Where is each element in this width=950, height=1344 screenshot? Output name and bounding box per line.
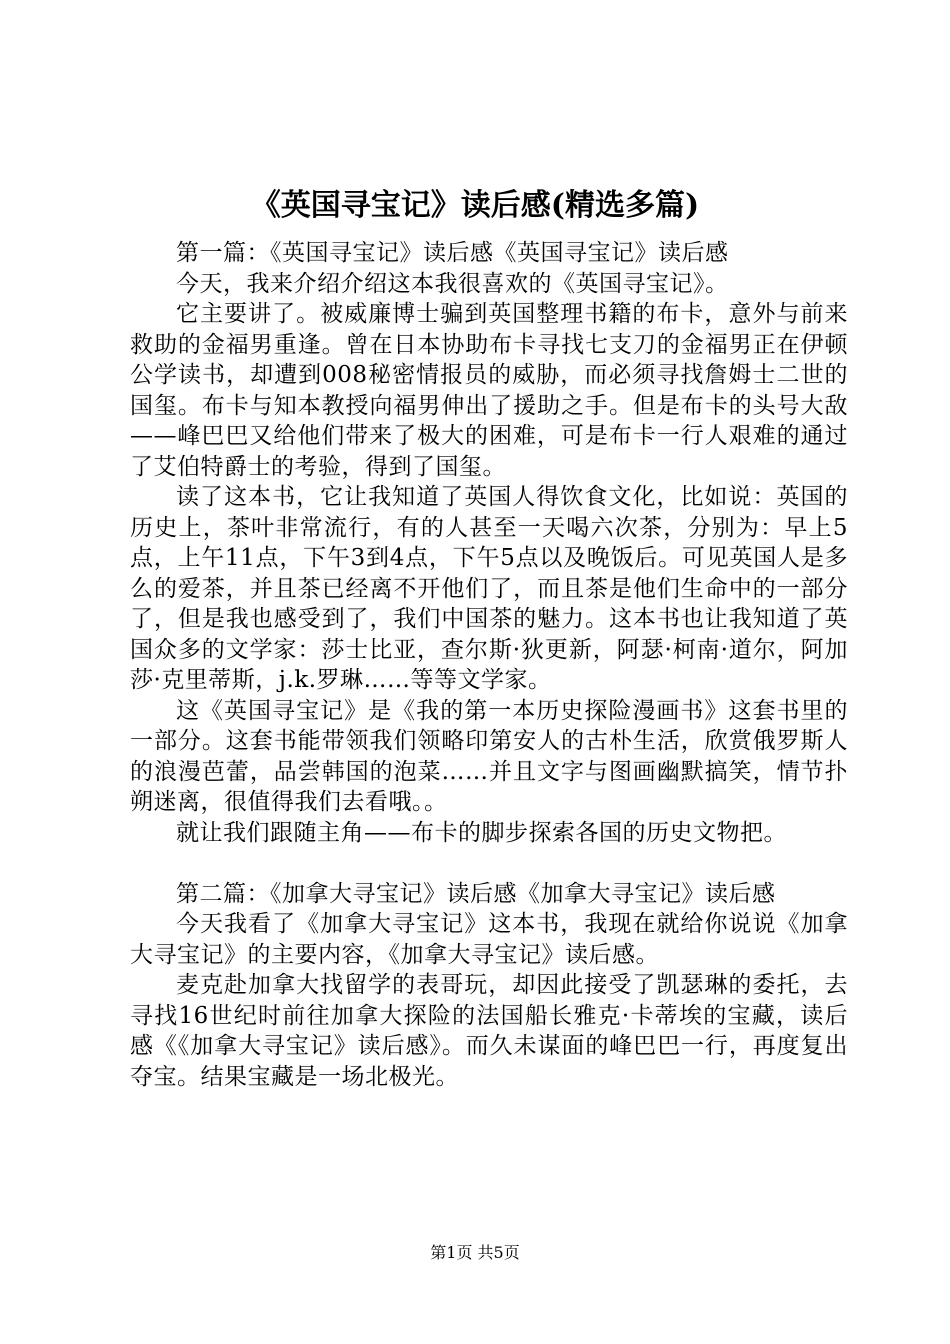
document-body: [130, 238, 848, 1092]
paragraph-section-two-intro: 今天我看了《加拿大寻宝记》这本书，我现在就给你说说《加拿大寻宝记》的主要内容，《加拿大寻宝记》读后感。: [130, 911, 848, 968]
paragraph-intro: 今天，我来介绍介绍这本我很喜欢的《英国寻宝记》。: [176, 270, 729, 297]
page-number-footer: 第1页 共5页: [430, 1243, 520, 1262]
paragraph-plot-summary: 它主要讲了。被威廉博士骗到英国整理书籍的布卡，意外与前来救助的金福男重逢。曾在日本协助布卡寻找七支刀的金福男正在伊顿公学读书，却遭到008秘密情报员的威胁，而必须寻找詹姆士二世的国玺。布卡与知本教授向福男伸出了援助之手。但是布卡的头号大敌——峰巴巴又给他们带来了极大的困难，可是布卡一行人艰难的通过了艾伯特爵士的考验，得到了国玺。: [130, 301, 848, 480]
section-spacer: [130, 848, 848, 879]
paragraph-culture: 读了这本书，它让我知道了英国人得饮食文化，比如说：英国的历史上，茶叶非常流行，有的人甚至一天喝六次茶，分别为：早上5点，上午11点，下午3到4点，下午5点以及晚饭后。可见英国人是多么的爱茶，并且茶已经离不开他们了，而且茶是他们生命中的一部分了，但是我也感受到了，我们中国茶的魅力。这本书也让我知道了英国众多的文学家：莎士比亚，查尔斯·狄更新，阿瑟·柯南·道尔，阿加莎·克里蒂斯，j.k.罗琳……等等文学家。: [130, 484, 848, 693]
paragraph-closing: 就让我们跟随主角——布卡的脚步探索各国的历史文物把。: [176, 819, 787, 846]
paragraph-section-one-heading: 第一篇：《英国寻宝记》读后感《英国寻宝记》读后感: [176, 240, 729, 266]
paragraph-series: 这《英国寻宝记》是《我的第一本历史探险漫画书》这套书里的一部分。这套书能带领我们领略印第安人的古朴生活，欣赏俄罗斯人的浪漫芭蕾，品尝韩国的泡菜……并且文字与图画幽默搞笑，情节扑朔迷离，很值得我们去看哦。。: [130, 697, 848, 815]
paragraph-section-two-heading: 第二篇：《加拿大寻宝记》读后感《加拿大寻宝记》读后感: [176, 880, 776, 907]
paragraph-section-two-plot: 麦克赴加拿大找留学的表哥玩，却因此接受了凯瑟琳的委托，去寻找16世纪时前往加拿大探险的法国船长雅克·卡蒂埃的宝藏，读后感《《加拿大寻宝记》读后感》。而久未谋面的峰巴巴一行，再度复出夺宝。结果宝藏是一场北极光。: [130, 972, 848, 1090]
document-title: 《英国寻宝记》读后感(精选多篇): [250, 188, 700, 223]
